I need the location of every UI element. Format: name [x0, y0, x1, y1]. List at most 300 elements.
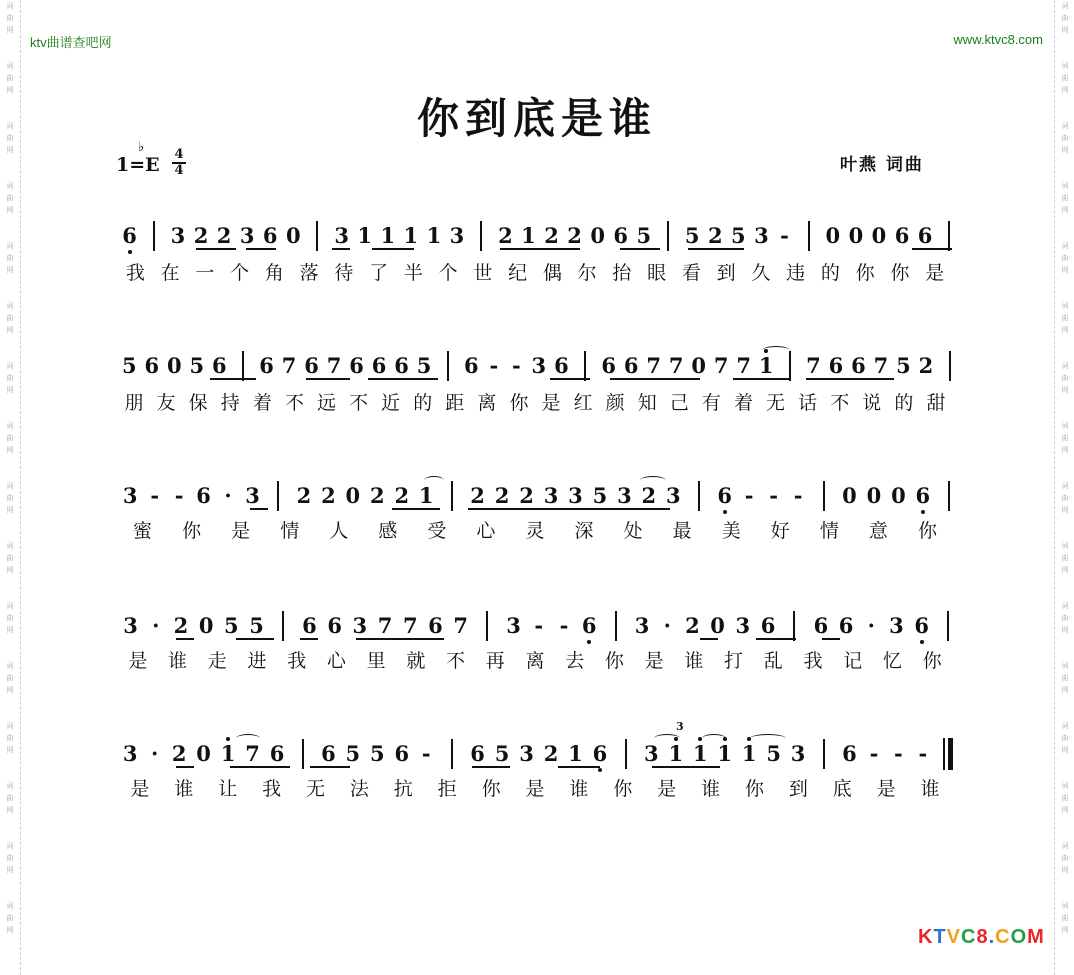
note: 5 [189, 353, 205, 378]
lyric-char: 有 [701, 392, 721, 414]
note: - [894, 741, 903, 766]
note: 5 [345, 741, 361, 766]
bar-line [808, 221, 810, 251]
lyric-char: 你 [604, 650, 624, 672]
lyric-char: 乱 [763, 650, 783, 672]
note: - [150, 483, 160, 508]
lyric-char: 抗 [393, 778, 413, 800]
note: 6 [144, 353, 160, 378]
bar-line [789, 351, 791, 381]
slur-mark [236, 734, 260, 743]
lyric-char: 无 [766, 392, 786, 414]
lyric-char: 甜 [926, 392, 946, 414]
lyric-char: 忆 [882, 650, 902, 672]
note: 2 [685, 613, 700, 638]
lyric-char: 到 [716, 262, 736, 284]
note: 7 [713, 353, 729, 378]
lyric-char: 去 [565, 650, 585, 672]
note: 5 [731, 223, 746, 248]
lyric-char: 是 [657, 778, 677, 800]
lyric-char: 红 [573, 392, 593, 414]
lyric-char: 距 [445, 392, 465, 414]
bar-line [302, 739, 304, 769]
lyric-char: 近 [381, 392, 401, 414]
note: 2 [707, 223, 723, 248]
note: - [489, 353, 499, 378]
note: · [867, 613, 875, 638]
lyric-char: 个 [230, 262, 250, 284]
note: 3 [568, 483, 583, 508]
lyric-char: 底 [832, 778, 852, 800]
lyric-char: 谁 [168, 650, 188, 672]
lyric-char: 世 [473, 262, 493, 284]
lyric-char: 眼 [647, 262, 667, 284]
lyric-char: 偶 [542, 262, 562, 284]
lyric-char: 角 [264, 262, 284, 284]
note: 0 [848, 223, 864, 248]
bar-line [584, 351, 586, 381]
note: 7 [245, 741, 260, 766]
note: 3 [754, 223, 769, 248]
lyric-char: 话 [798, 392, 818, 414]
note: 6 [470, 741, 485, 766]
slur-mark [640, 476, 666, 485]
ktvc8-logo: KTVC8.COM [918, 926, 1045, 948]
note: 0 [891, 483, 906, 508]
note: 6 [196, 483, 211, 508]
lyric-char: 意 [868, 520, 888, 542]
note: 6 [259, 353, 274, 378]
bar-line [948, 481, 950, 511]
right-watermark-strip: 词 曲 网 词 曲 网 词 曲 网 词 曲 网 词 曲 网 词 曲 网 词 曲 网 词 曲 网 词 曲 网 词 曲 网 词 曲 网 词 曲 网 词 曲 网 词 曲 网 词 曲 网 词 曲 网 [1054, 0, 1074, 975]
beam-line [652, 766, 720, 768]
lyric-char: 就 [406, 650, 426, 672]
note: 2 [321, 483, 336, 508]
note: 5 [224, 613, 239, 638]
final-bar-thin [943, 738, 945, 770]
bar-line [667, 221, 669, 251]
note: 6 [914, 484, 932, 508]
note: 1 [403, 223, 419, 248]
note: - [769, 483, 778, 508]
note: 3 [543, 483, 559, 508]
bar-line [486, 611, 488, 641]
bar-line [625, 739, 627, 769]
note: 1 [716, 742, 734, 766]
note: 0 [825, 223, 841, 248]
bar-line [451, 481, 453, 511]
note: 5 [370, 741, 385, 766]
beam-line [472, 766, 510, 768]
note: 2 [370, 483, 385, 508]
note: · [152, 613, 160, 638]
lyric-char: 是 [128, 650, 148, 672]
beam-line [250, 508, 268, 510]
beam-line [468, 508, 670, 510]
bar-line [948, 221, 950, 251]
bar-line [947, 611, 949, 641]
note: 2 [641, 483, 657, 508]
bar-line [277, 481, 279, 511]
note: 0 [710, 613, 725, 638]
note: 2 [519, 483, 534, 508]
lyric-char: 是 [525, 778, 545, 800]
note: · [663, 613, 671, 638]
beam-line [700, 638, 718, 640]
note: - [512, 353, 521, 378]
lyric-char: 纪 [508, 262, 528, 284]
beam-line [236, 638, 274, 640]
lyric-char: 的 [820, 262, 840, 284]
site-url-right[interactable]: www.ktvc8.com [953, 32, 1043, 47]
beam-line [210, 378, 256, 380]
note: 1 [757, 354, 775, 378]
beam-line [176, 638, 194, 640]
beam-line [733, 378, 790, 380]
lyric-char: 个 [438, 262, 458, 284]
note: - [559, 613, 569, 638]
lyric-char: 你 [917, 520, 937, 542]
note: 1 [219, 742, 237, 766]
note: 7 [646, 353, 661, 378]
note: 0 [842, 483, 857, 508]
note: 6 [327, 613, 342, 638]
lyric-char: 朋 [124, 392, 144, 414]
note: 6 [580, 614, 598, 638]
note: 6 [304, 353, 319, 378]
lyric-char: 不 [446, 650, 466, 672]
lyric-char: 是 [541, 392, 561, 414]
beam-line [230, 766, 290, 768]
note: 2 [394, 483, 410, 508]
note: 0 [285, 223, 301, 248]
note: 7 [326, 353, 342, 378]
note: 0 [196, 741, 211, 766]
note: 6 [121, 224, 139, 248]
lyric-char: 心 [326, 650, 346, 672]
beam-line [912, 248, 952, 250]
key-label: 1=E [116, 154, 160, 176]
note: 2 [193, 223, 209, 248]
note: 6 [760, 613, 776, 638]
note: 7 [281, 353, 297, 378]
note: 3 [531, 353, 547, 378]
note: - [174, 483, 184, 508]
beam-line [310, 766, 350, 768]
lyric-char: 走 [207, 650, 227, 672]
lyric-char: 人 [329, 520, 349, 542]
note: 6 [302, 613, 317, 638]
lyric-char: 不 [830, 392, 850, 414]
lyric-char: 处 [623, 520, 643, 542]
lyric-char: 违 [786, 262, 806, 284]
lyric-char: 我 [803, 650, 823, 672]
note: 5 [249, 613, 264, 638]
note: 1 [667, 742, 685, 766]
note: · [224, 483, 232, 508]
slur-mark [702, 734, 726, 743]
bar-line [615, 611, 617, 641]
note: 6 [554, 353, 569, 378]
note: 6 [269, 741, 285, 766]
beam-line [332, 248, 350, 250]
note: 3 [334, 223, 349, 248]
note: 3 [239, 223, 255, 248]
note: 5 [896, 353, 911, 378]
note: 6 [428, 613, 443, 638]
bar-line [282, 611, 284, 641]
note: 6 [913, 614, 931, 638]
lyric-char: 颜 [605, 392, 625, 414]
note: 6 [838, 613, 854, 638]
note: 5 [592, 483, 608, 508]
note: 3 [643, 741, 659, 766]
lyric-char: 是 [130, 778, 150, 800]
note: 6 [371, 353, 387, 378]
note: 5 [766, 741, 781, 766]
beam-line [356, 638, 444, 640]
note: 1 [418, 483, 434, 508]
lyric-char: 你 [855, 262, 875, 284]
note: 2 [296, 483, 312, 508]
note: - [869, 741, 879, 766]
note: 2 [498, 223, 513, 248]
slur-mark [654, 734, 680, 743]
note: 3 [889, 613, 904, 638]
note: - [780, 223, 789, 248]
flat-sign: ♭ [138, 140, 145, 155]
bar-line [698, 481, 700, 511]
note: 3 [617, 483, 632, 508]
lyric-char: 感 [378, 520, 398, 542]
note: 7 [377, 613, 393, 638]
lyric-char: 我 [125, 262, 145, 284]
lyric-char: 看 [681, 262, 701, 284]
note: 3 [735, 613, 751, 638]
lyric-char: 谁 [701, 778, 721, 800]
note: 2 [567, 223, 582, 248]
note: 6 [349, 353, 364, 378]
lyric-char: 远 [316, 392, 336, 414]
triplet-mark: 3 [676, 720, 684, 733]
note: 6 [262, 223, 278, 248]
note: 2 [544, 223, 559, 248]
lyric-char: 知 [637, 392, 657, 414]
note: 1 [740, 742, 758, 766]
lyric-char: 美 [721, 520, 741, 542]
note: 0 [198, 613, 214, 638]
note: 5 [636, 223, 652, 248]
lyric-char: 一 [195, 262, 215, 284]
note: 6 [601, 353, 616, 378]
note: 3 [123, 613, 138, 638]
lyric-char: 法 [349, 778, 369, 800]
note: 0 [866, 483, 882, 508]
note: - [421, 741, 431, 766]
note: 3 [666, 483, 681, 508]
lyric-char: 的 [894, 392, 914, 414]
lyric-char: 你 [509, 392, 529, 414]
lyric-char: 你 [613, 778, 633, 800]
note: 6 [828, 353, 844, 378]
note: - [918, 741, 928, 766]
note: 6 [321, 741, 336, 766]
note: 1 [357, 223, 373, 248]
beam-line [372, 248, 414, 250]
lyric-char: 是 [876, 778, 896, 800]
time-signature [172, 148, 186, 178]
lyric-char: 我 [262, 778, 282, 800]
note: 2 [470, 483, 485, 508]
lyric-char: 是 [231, 520, 251, 542]
slur-mark [750, 734, 786, 743]
note: - [534, 613, 544, 638]
lyric-char: 尔 [577, 262, 597, 284]
beam-line [392, 508, 440, 510]
lyric-char: 灵 [525, 520, 545, 542]
song-title: 你到底是谁 [416, 94, 657, 143]
note: 6 [613, 223, 629, 248]
final-bar-thick [948, 738, 953, 770]
lyric-char: 你 [890, 262, 910, 284]
note: 6 [211, 353, 227, 378]
note: 0 [345, 483, 361, 508]
note: 5 [494, 741, 510, 766]
note: 6 [394, 353, 409, 378]
lyric-char: 你 [922, 650, 942, 672]
site-name-left[interactable]: ktv曲谱查吧网 [30, 35, 112, 50]
note: 3 [519, 741, 534, 766]
lyric-char: 了 [369, 262, 389, 284]
bar-line [823, 739, 825, 769]
note: 6 [623, 353, 639, 378]
lyric-char: 己 [669, 392, 689, 414]
lyric-char: 在 [160, 262, 180, 284]
lyric-char: 谁 [174, 778, 194, 800]
lyric-char: 蜜 [133, 520, 153, 542]
lyric-char: 再 [485, 650, 505, 672]
composer-credit: 叶燕 词曲 [840, 155, 924, 175]
note: 3 [122, 483, 138, 508]
lyric-char: 你 [182, 520, 202, 542]
time-signature-bottom: 4 [174, 163, 184, 178]
bar-line [447, 351, 449, 381]
lyric-char: 离 [477, 392, 497, 414]
bar-line [316, 221, 318, 251]
note: 6 [394, 741, 410, 766]
note: 3 [245, 483, 260, 508]
note: 2 [918, 353, 934, 378]
left-watermark-strip: 词 曲 网 词 曲 网 词 曲 网 词 曲 网 词 曲 网 词 曲 网 词 曲 网 词 曲 网 词 曲 网 词 曲 网 词 曲 网 词 曲 网 词 曲 网 词 曲 网 词 曲 网 词 曲 网 [0, 0, 21, 975]
note: 0 [590, 223, 605, 248]
note: 3 [790, 741, 806, 766]
bar-line [793, 611, 795, 641]
note: 6 [813, 613, 829, 638]
beam-line [688, 248, 744, 250]
note: 3 [449, 223, 465, 248]
note: 7 [806, 353, 821, 378]
note: 3 [634, 613, 650, 638]
bar-line [823, 481, 825, 511]
bar-line [949, 351, 951, 381]
lyric-char: 着 [733, 392, 753, 414]
note: 7 [736, 353, 751, 378]
lyric-char: 打 [724, 650, 744, 672]
slur-mark [424, 476, 444, 485]
lyric-char: 情 [280, 520, 300, 542]
lyric-char: 谁 [920, 778, 940, 800]
lyric-char: 让 [218, 778, 238, 800]
beam-line [550, 378, 590, 380]
lyric-char: 谁 [684, 650, 704, 672]
lyric-char: 我 [287, 650, 307, 672]
bar-line [451, 739, 453, 769]
note: 1 [691, 742, 709, 766]
lyric-char: 持 [220, 392, 240, 414]
lyric-char: 到 [788, 778, 808, 800]
lyric-char: 深 [574, 520, 594, 542]
note: 7 [453, 613, 468, 638]
lyric-char: 谁 [569, 778, 589, 800]
note: 7 [668, 353, 684, 378]
lyric-char: 不 [284, 392, 304, 414]
lyric-char: 的 [413, 392, 433, 414]
lyric-char: 久 [751, 262, 771, 284]
note: 6 [851, 353, 866, 378]
note: 5 [121, 353, 137, 378]
note: 1 [568, 741, 583, 766]
note: 2 [173, 613, 189, 638]
lyric-char: 无 [306, 778, 326, 800]
beam-line [306, 378, 350, 380]
note: 2 [543, 741, 559, 766]
slur-mark [762, 346, 790, 355]
time-signature-top: 4 [174, 147, 184, 162]
lyric-char: 心 [476, 520, 496, 542]
note: 1 [521, 223, 536, 248]
note: 3 [506, 613, 521, 638]
note: 6 [464, 353, 479, 378]
beam-line [246, 248, 276, 250]
beam-line [756, 638, 796, 640]
beam-line [806, 378, 894, 380]
note: 6 [591, 742, 609, 766]
note: · [151, 741, 159, 766]
beam-line [300, 638, 318, 640]
lyric-char: 说 [862, 392, 882, 414]
lyric-char: 是 [925, 262, 945, 284]
lyric-char: 好 [770, 520, 790, 542]
lyric-char: 里 [366, 650, 386, 672]
lyric-char: 拒 [437, 778, 457, 800]
note: - [744, 483, 754, 508]
lyric-char: 半 [403, 262, 423, 284]
beam-line [368, 378, 438, 380]
note: 6 [842, 741, 857, 766]
beam-line [196, 248, 236, 250]
note: 2 [494, 483, 510, 508]
note: 3 [170, 223, 186, 248]
lyric-char: 情 [819, 520, 839, 542]
note: 3 [352, 613, 368, 638]
note: 1 [426, 223, 442, 248]
lyric-char: 保 [188, 392, 208, 414]
note: 2 [171, 741, 187, 766]
lyric-char: 友 [156, 392, 176, 414]
note: 2 [216, 223, 232, 248]
lyric-char: 你 [481, 778, 501, 800]
note: 6 [716, 484, 734, 508]
